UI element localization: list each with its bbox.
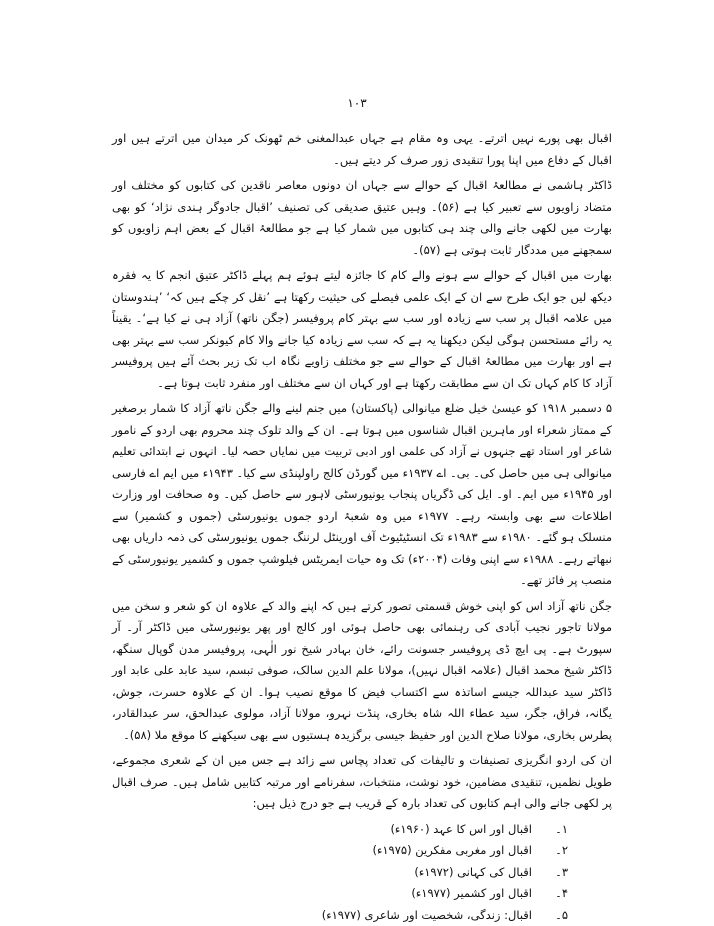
list-item [112,862,612,884]
list-item-title: اقبال: زندگی، شخصیت اور شاعری (۱۹۷۷ء) [322,905,532,926]
list-item-number: ۱۔ [532,819,612,841]
paragraph: ڈاکٹر ہاشمی نے مطالعۂ اقبال کے حوالے سے جہاں ان دونوں معاصر ناقدین کی کتابوں کو مختلف اور متضاد زاویوں سے تعبیر کیا ہے (۵۶)۔ وہیں عتیق صدیقی کی تصنیف ’اقبال جادوگر ہندی نژاد‘ کو بھی بھارت میں لکھی جانے والی چند ہی کتابوں میں شمار کیا ہے جو مطالعۂ اقبال کے بعض اہم زاویوں کو سمجھنے میں مددگار ثابت ہوتی ہے (۵۷)۔ [112,175,612,261]
list-item [112,883,612,905]
document-body [112,128,612,926]
list-item [112,840,612,862]
paragraph: بھارت میں اقبال کے حوالے سے ہونے والے کام کا جائزہ لیتے ہوئے ہم پہلے ڈاکٹر عتیق انجم کا یہ فقرہ دیکھ لیں جو ایک طرح سے ان کے ایک علمی فیصلے کی حیثیت رکھتا ہے ’نقل کر چکے ہیں کہ‘ ’ہندوستان میں علامہ اقبال پر سب سے زیادہ اور سب سے بہتر کام پروفیسر (جگن ناتھ) آزاد ہی نے کیا ہے‘۔ یقیناً یہ رائے مستحسن ہوگی لیکن دیکھنا یہ ہے کہ سب سے زیادہ کیا جانے والا کام کیونکر سب سے بہتر بھی ہے اور بھارت میں مطالعۂ اقبال کے حوالے سے جو مختلف زاویے نگاہ اب تک زیر بحث آئے ہیں پروفیسر آزاد کا کام کہاں تک ان سے مطابقت رکھتا ہے اور کہاں ان سے مختلف اور منفرد ثابت ہوتا ہے۔ [112,265,612,394]
list-item-number: ۴۔ [532,883,612,905]
paragraph: ۵ دسمبر ۱۹۱۸ کو عیسیٰ خیل ضلع میانوالی (پاکستان) میں جنم لینے والے جگن ناتھ آزاد کا شمار برصغیر کے ممتاز شعراء اور ماہرین اقبال شناسوں میں ہوتا ہے۔ ان کے والد تلوک چند محروم بھی اردو کے نامور شاعر اور استاد تھے جنہوں نے آزاد کی علمی اور ادبی تربیت میں نمایاں حصہ لیا۔ انہوں نے ابتدائی تعلیم میانوالی ہی میں حاصل کی۔ بی۔ اے ۱۹۳۷ء میں گورڈن کالج راولپنڈی سے کیا۔ ۱۹۴۳ء میں ایم اے فارسی اور ۱۹۴۵ء میں ایم۔ او۔ ایل کی ڈگریاں پنجاب یونیورسٹی لاہور سے حاصل کیں۔ وہ صحافت اور وزارت اطلاعات سے بھی وابستہ رہے۔ ۱۹۷۷ء میں وہ شعبۂ اردو جموں یونیورسٹی (جموں و کشمیر) سے منسلک ہو گئے۔ ۱۹۸۰ء سے ۱۹۸۳ء تک انسٹیٹیوٹ آف اورینٹل لرننگ جموں یونیورسٹی کی ذمہ داریاں بھی نبھاتے رہے۔ ۱۹۸۸ء سے اپنی وفات (۲۰۰۴ء) تک وہ حیات ایمریٹس فیلوشپ جموں و کشمیر یونیورسٹی کے منصب پر فائز تھے۔ [112,398,612,592]
list-item-title: اقبال کی کہانی (۱۹۷۲ء) [414,862,532,884]
list-item-title: اقبال اور مغربی مفکرین (۱۹۷۵ء) [372,840,532,862]
list-item [112,819,612,841]
list-item-number: ۵۔ [532,905,612,926]
paragraph: اقبال بھی پورے نہیں اترتے۔ یہی وہ مقام ہے جہاں عبدالمغنی خم ٹھونک کر میدان میں اترتے ہیں اور اقبال کے دفاع میں اپنا پورا تنقیدی زور صرف کر دیتے ہیں۔ [112,128,612,171]
book-list [112,819,612,926]
list-item-number: ۳۔ [532,862,612,884]
list-item [112,905,612,926]
list-item-title: اقبال اور اس کا عہد (۱۹۶۰ء) [390,819,532,841]
paragraph: ان کی اردو انگریزی تصنیفات و تالیفات کی تعداد پچاس سے زائد ہے جس میں ان کے شعری مجموعے، طویل نظمیں، تنقیدی مضامین، خود نوشت، منتخبات، سفرنامے اور مرتبہ کتابیں شامل ہیں۔ صرف اقبال پر لکھی جانے والی اہم کتابوں کی تعداد بارہ کے قریب ہے جو درج ذیل ہیں: [112,750,612,815]
paragraph: جگن ناتھ آزاد اس کو اپنی خوش قسمتی تصور کرتے ہیں کہ اپنے والد کے علاوہ ان کو شعر و سخن میں مولانا تاجور نجیب آبادی کی رہنمائی بھی حاصل ہوئی اور کالج اور پھر یونیورسٹی میں ڈاکٹر آر۔ آر سپورٹ ہے۔ پی ایچ ڈی پروفیسر جسونت رائے، خان بہادر شیخ نور الٰہی، پروفیسر مدن گوپال سنگھ، ڈاکٹر شیخ محمد اقبال (علامہ اقبال نہیں)، مولانا علم الدین سالک، صوفی تبسم، سید عابد علی عابد اور ڈاکٹر سید عبداللہ جیسے اساتذہ سے اکتساب فیض کا موقع نصیب ہوا۔ ان کے علاوہ حسرت، جوش، یگانہ، فراق، جگر، سید عطاء اللہ شاہ بخاری، پنڈت نہرو، مولانا آزاد، مولوی عبدالحق، سر عبدالقادر، پطرس بخاری، مولانا صلاح الدین اور حفیظ جیسی برگزیدہ ہستیوں سے بھی سیکھنے کا موقع ملا (۵۸)۔ [112,596,612,747]
page-number: ۱۰۳ [0,96,714,110]
list-item-title: اقبال اور کشمیر (۱۹۷۷ء) [411,883,532,905]
list-item-number: ۲۔ [532,840,612,862]
